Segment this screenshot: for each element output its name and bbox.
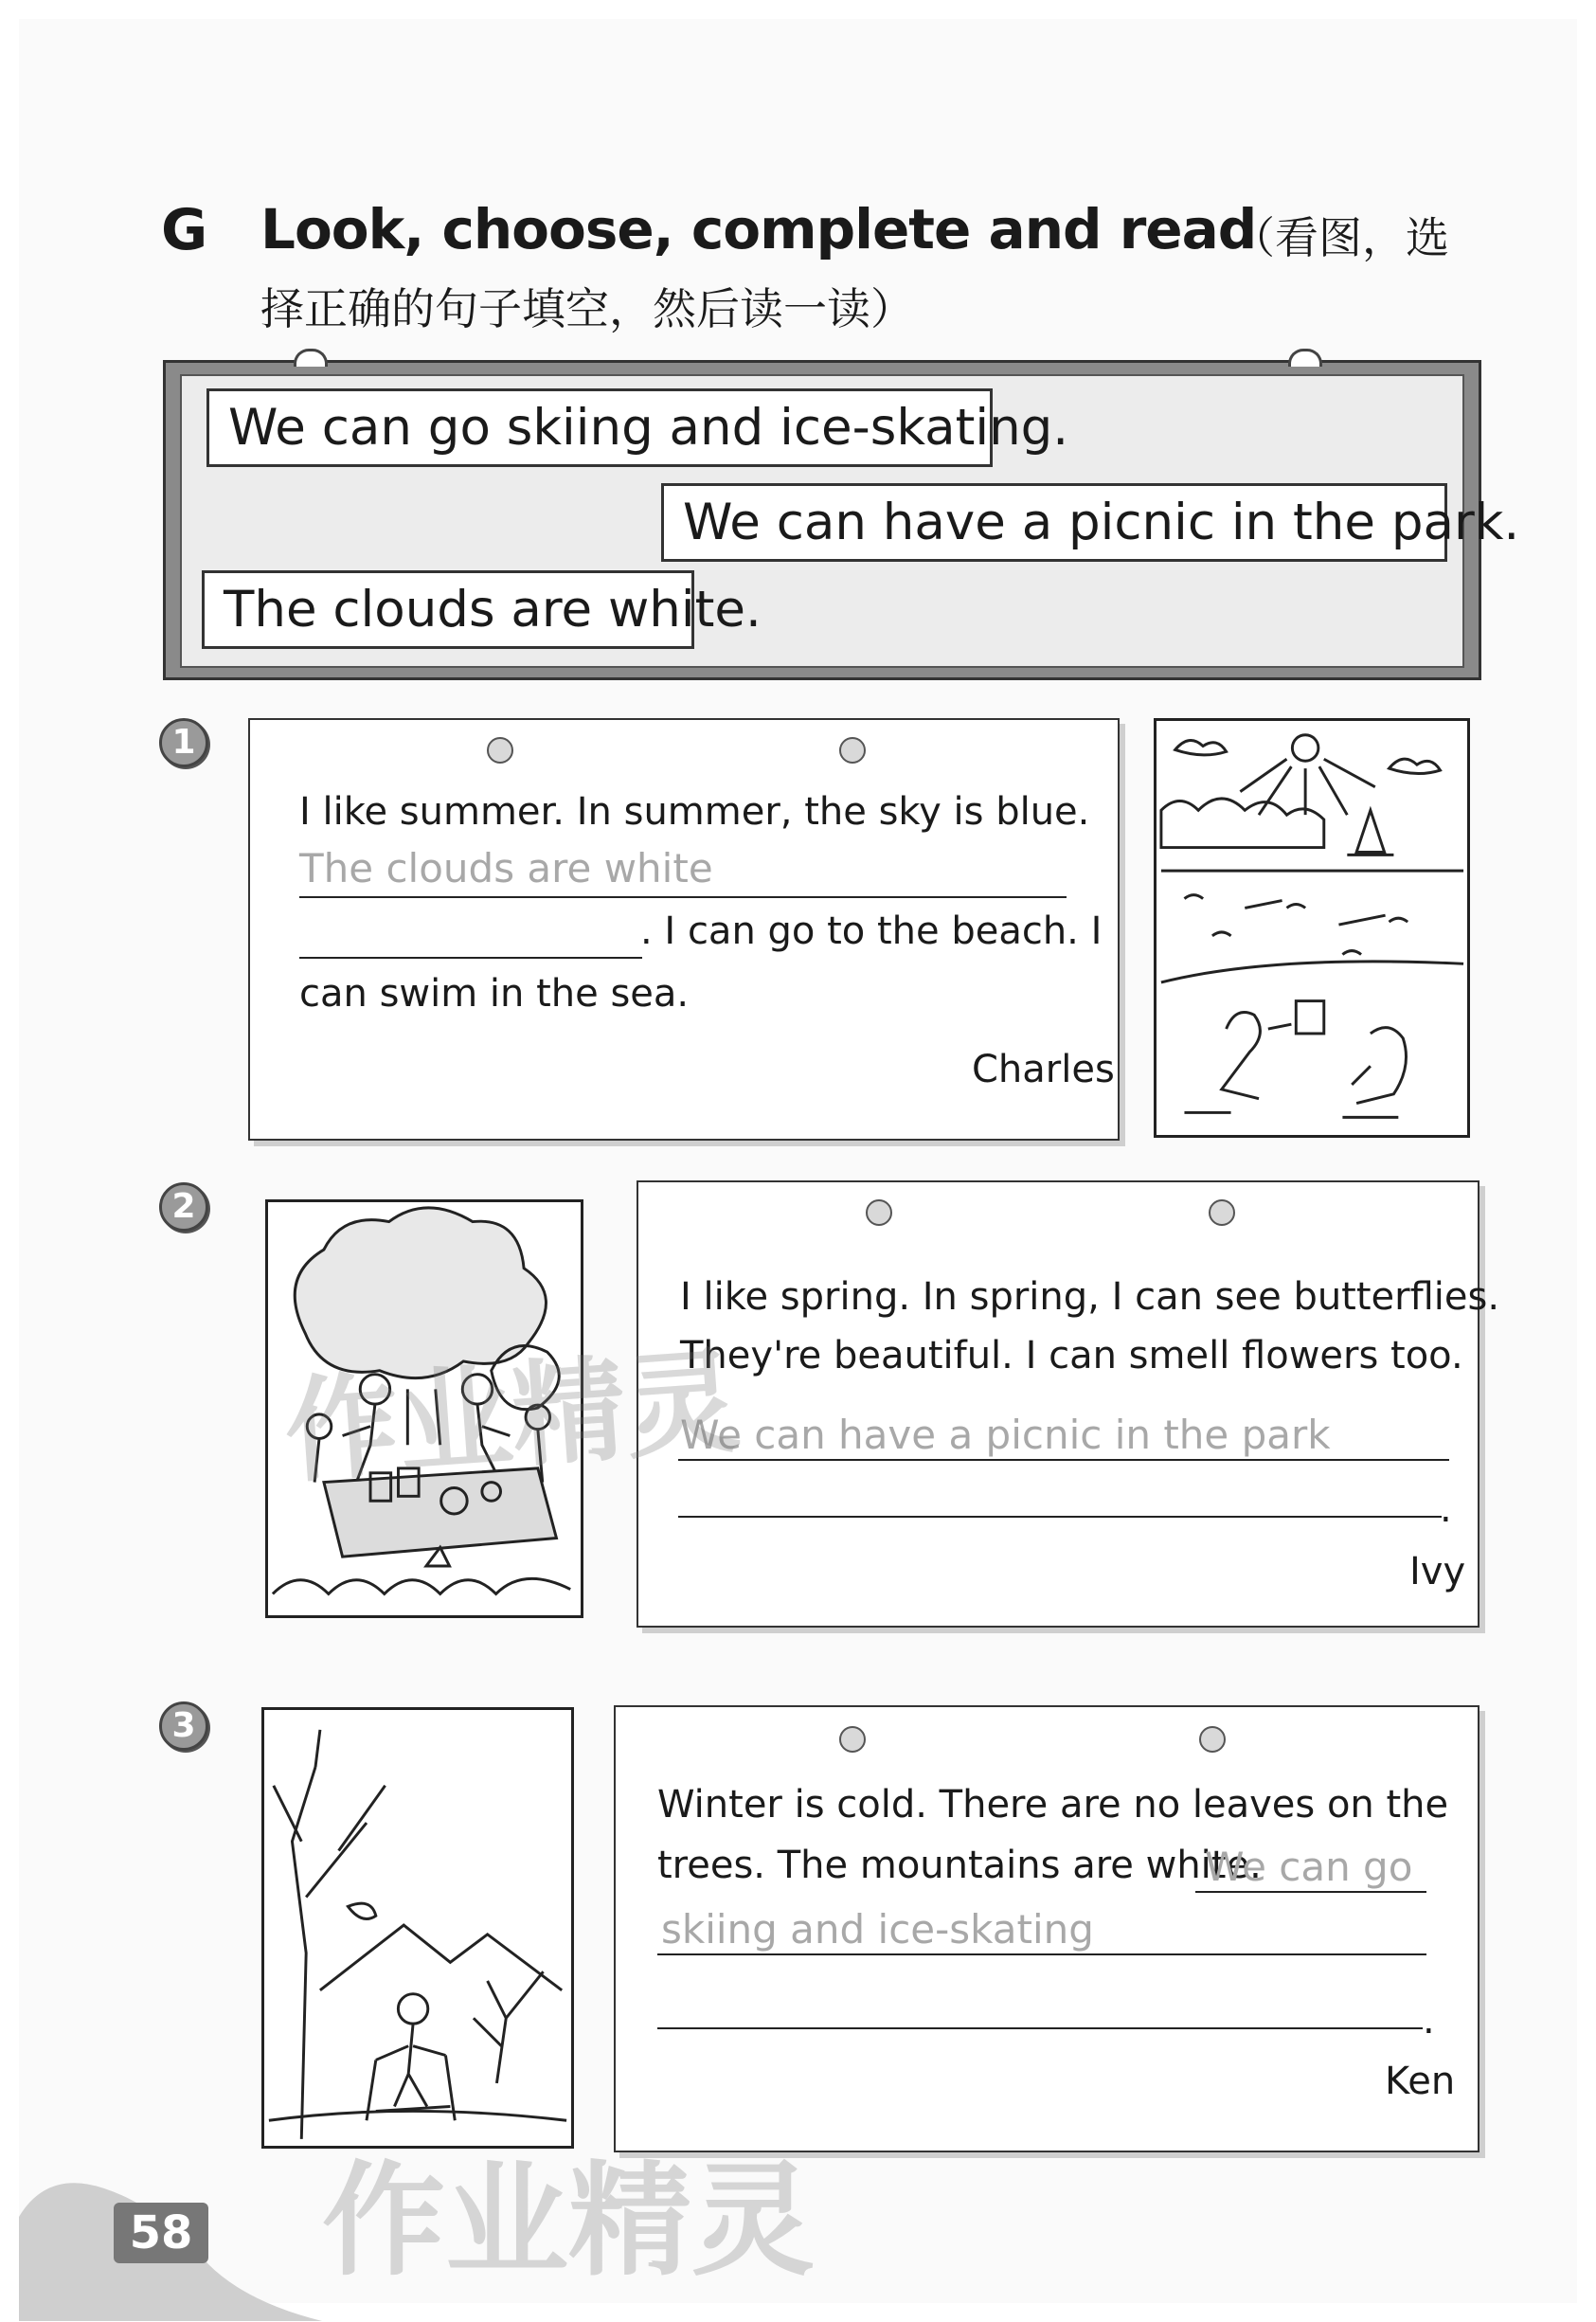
item-2-blank-line xyxy=(678,1516,1442,1518)
option-strip-skiing: We can go skiing and ice-skating. xyxy=(206,388,993,467)
item-3-answer-line1 xyxy=(1195,1891,1426,1893)
item-2-signature: Ivy xyxy=(1409,1550,1466,1593)
item-3-signature: Ken xyxy=(1385,2060,1456,2103)
card-hole-icon xyxy=(839,737,866,764)
beach-scene-picture xyxy=(1154,718,1470,1138)
item-2-end-mark: . xyxy=(1440,1487,1452,1531)
item-1-answer: The clouds are white xyxy=(299,845,713,891)
item-3-answer-part2: skiing and ice-skating xyxy=(661,1906,1094,1953)
mountain-icon xyxy=(320,1925,562,1990)
item-3-blank-line xyxy=(657,2027,1423,2029)
item-1-text-line2: . I can go to the beach. I xyxy=(640,909,1103,953)
page-number: 58 xyxy=(114,2203,208,2263)
bare-tree-icon xyxy=(274,1730,386,2139)
section-instruction-line1: （看图，选 xyxy=(1231,212,1449,263)
item-1-text-line1: I like summer. In summer, the sky is blue. xyxy=(299,790,1090,834)
section-letter: G xyxy=(161,197,208,263)
item-3-text-line1: Winter is cold. There are no leaves on the xyxy=(657,1783,1449,1827)
watermark-lower: 作业精灵 xyxy=(322,2149,816,2293)
skier-icon xyxy=(398,1994,427,2024)
sun-icon xyxy=(1292,735,1318,761)
item-1-answer-line xyxy=(299,896,1067,898)
item-2-text-line2: They're beautiful. I can smell flowers too. xyxy=(680,1334,1463,1377)
cloud-icon xyxy=(1390,759,1441,773)
item-1-signature: Charles xyxy=(972,1048,1115,1091)
item-1-text-line3: can swim in the sea. xyxy=(299,972,690,1016)
item-number-badge: 2 xyxy=(159,1182,208,1232)
watermark-upper: 作业精灵 xyxy=(280,1336,744,1500)
item-number-badge: 1 xyxy=(159,718,208,767)
option-strip-clouds: The clouds are white. xyxy=(202,570,694,649)
item-3-end-mark: . xyxy=(1423,1999,1435,2043)
leaf-icon xyxy=(348,1903,375,1918)
item-3-answer-part1: We can go xyxy=(1205,1844,1413,1890)
item-2-card xyxy=(637,1180,1479,1628)
swimmer-icon xyxy=(1245,901,1385,926)
card-hole-icon xyxy=(839,1726,866,1753)
item-3-text-line2: trees. The mountains are white. xyxy=(657,1844,1262,1887)
cloud-icon xyxy=(1175,740,1227,754)
item-2-answer-line xyxy=(678,1459,1449,1461)
card-hole-icon xyxy=(1199,1726,1226,1753)
card-hole-icon xyxy=(866,1199,892,1226)
card-hole-icon xyxy=(487,737,513,764)
sailboat-icon xyxy=(1347,810,1393,855)
item-1-blank-line xyxy=(299,957,642,959)
winter-skiing-picture xyxy=(261,1707,574,2149)
item-3-answer-line2 xyxy=(657,1953,1426,1955)
option-strip-picnic: We can have a picnic in the park. xyxy=(661,483,1447,562)
section-instruction-line2: 择正确的句子填空，然后读一读） xyxy=(260,283,914,334)
item-2-answer: We can have a picnic in the park xyxy=(680,1412,1331,1458)
item-2-text-line1: I like spring. In spring, I can see butterflies. xyxy=(680,1275,1500,1319)
card-hole-icon xyxy=(1209,1199,1235,1226)
item-number-badge: 3 xyxy=(159,1701,208,1751)
section-title: Look, choose, complete and read xyxy=(260,197,1257,261)
